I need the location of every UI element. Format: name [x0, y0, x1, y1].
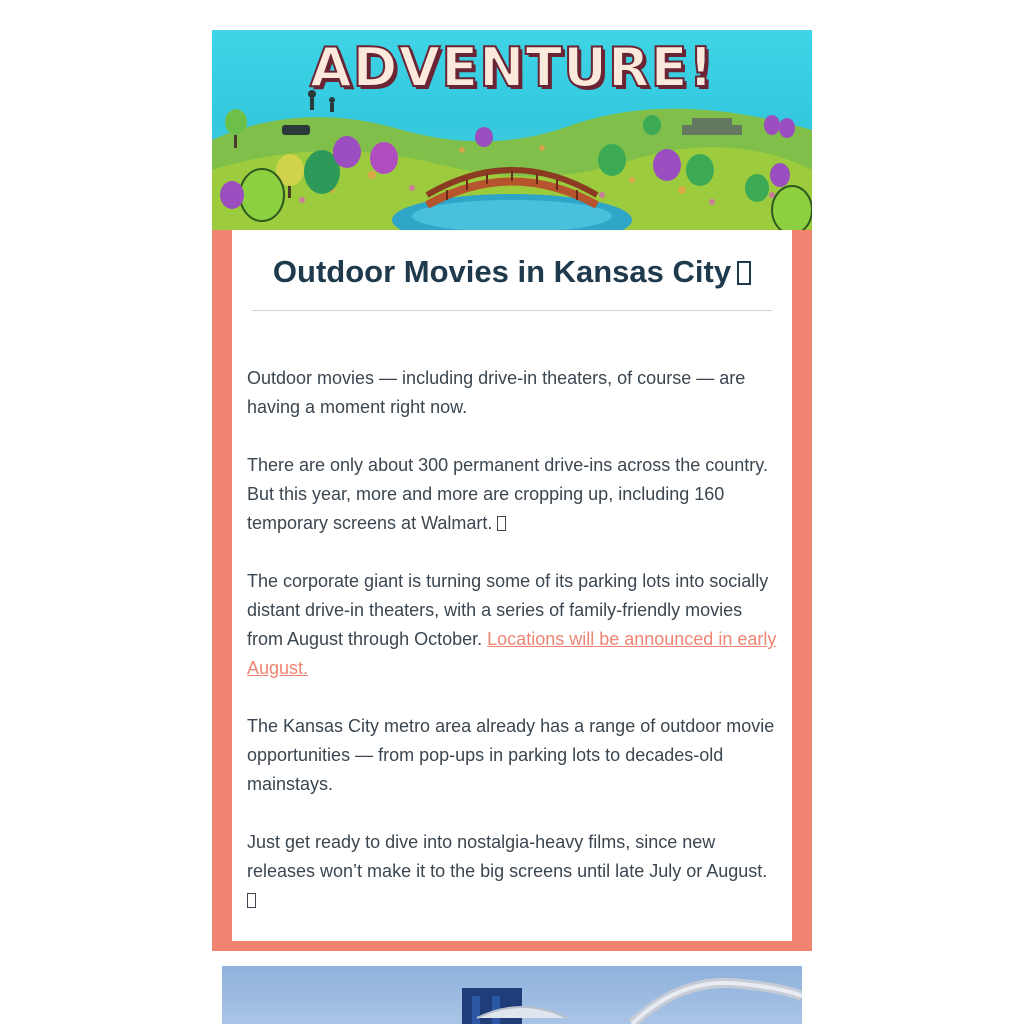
page-title-text: Outdoor Movies in Kansas City	[272, 254, 732, 289]
emoji-placeholder-icon	[247, 893, 256, 908]
article-body	[247, 364, 779, 944]
title-divider	[252, 310, 772, 311]
paragraph-3	[247, 567, 779, 683]
paragraph-2-text: There are only about 300 permanent drive-ins across the country. But this year, more and more are cropping up, including 160 temporary screens at Walmart.	[247, 455, 768, 533]
paragraph-3-text: The corporate giant is turning some of its parking lots into socially distant drive-in theaters, with a series of family-friendly movies from August through October.	[247, 571, 769, 649]
article-frame	[212, 230, 812, 951]
article-card	[232, 230, 792, 941]
paragraph-1-text: Outdoor movies — including drive-in theaters, of course — are having a moment right now.	[247, 368, 746, 417]
paragraph-5-text: Just get ready to dive into nostalgia-heavy films, since new releases won’t make it to the big screens until late July or August.	[247, 832, 768, 881]
paragraph-1	[247, 364, 779, 422]
emoji-placeholder-icon	[497, 516, 506, 531]
emoji-placeholder-icon	[737, 261, 751, 285]
paragraph-2	[247, 451, 779, 538]
article-photo	[222, 966, 802, 1024]
locations-link[interactable]: Locations will be announced in early August.	[247, 629, 777, 678]
banner-title: ADVENTURE!	[309, 36, 715, 99]
building-photo-image	[222, 966, 802, 1024]
paragraph-4	[247, 712, 779, 799]
page-title	[232, 254, 792, 290]
paragraph-5	[247, 828, 779, 915]
paragraph-4-text: The Kansas City metro area already has a range of outdoor movie opportunities — from pop-ups in parking lots to decades-old mainstays.	[247, 716, 775, 794]
adventure-banner	[212, 30, 812, 230]
